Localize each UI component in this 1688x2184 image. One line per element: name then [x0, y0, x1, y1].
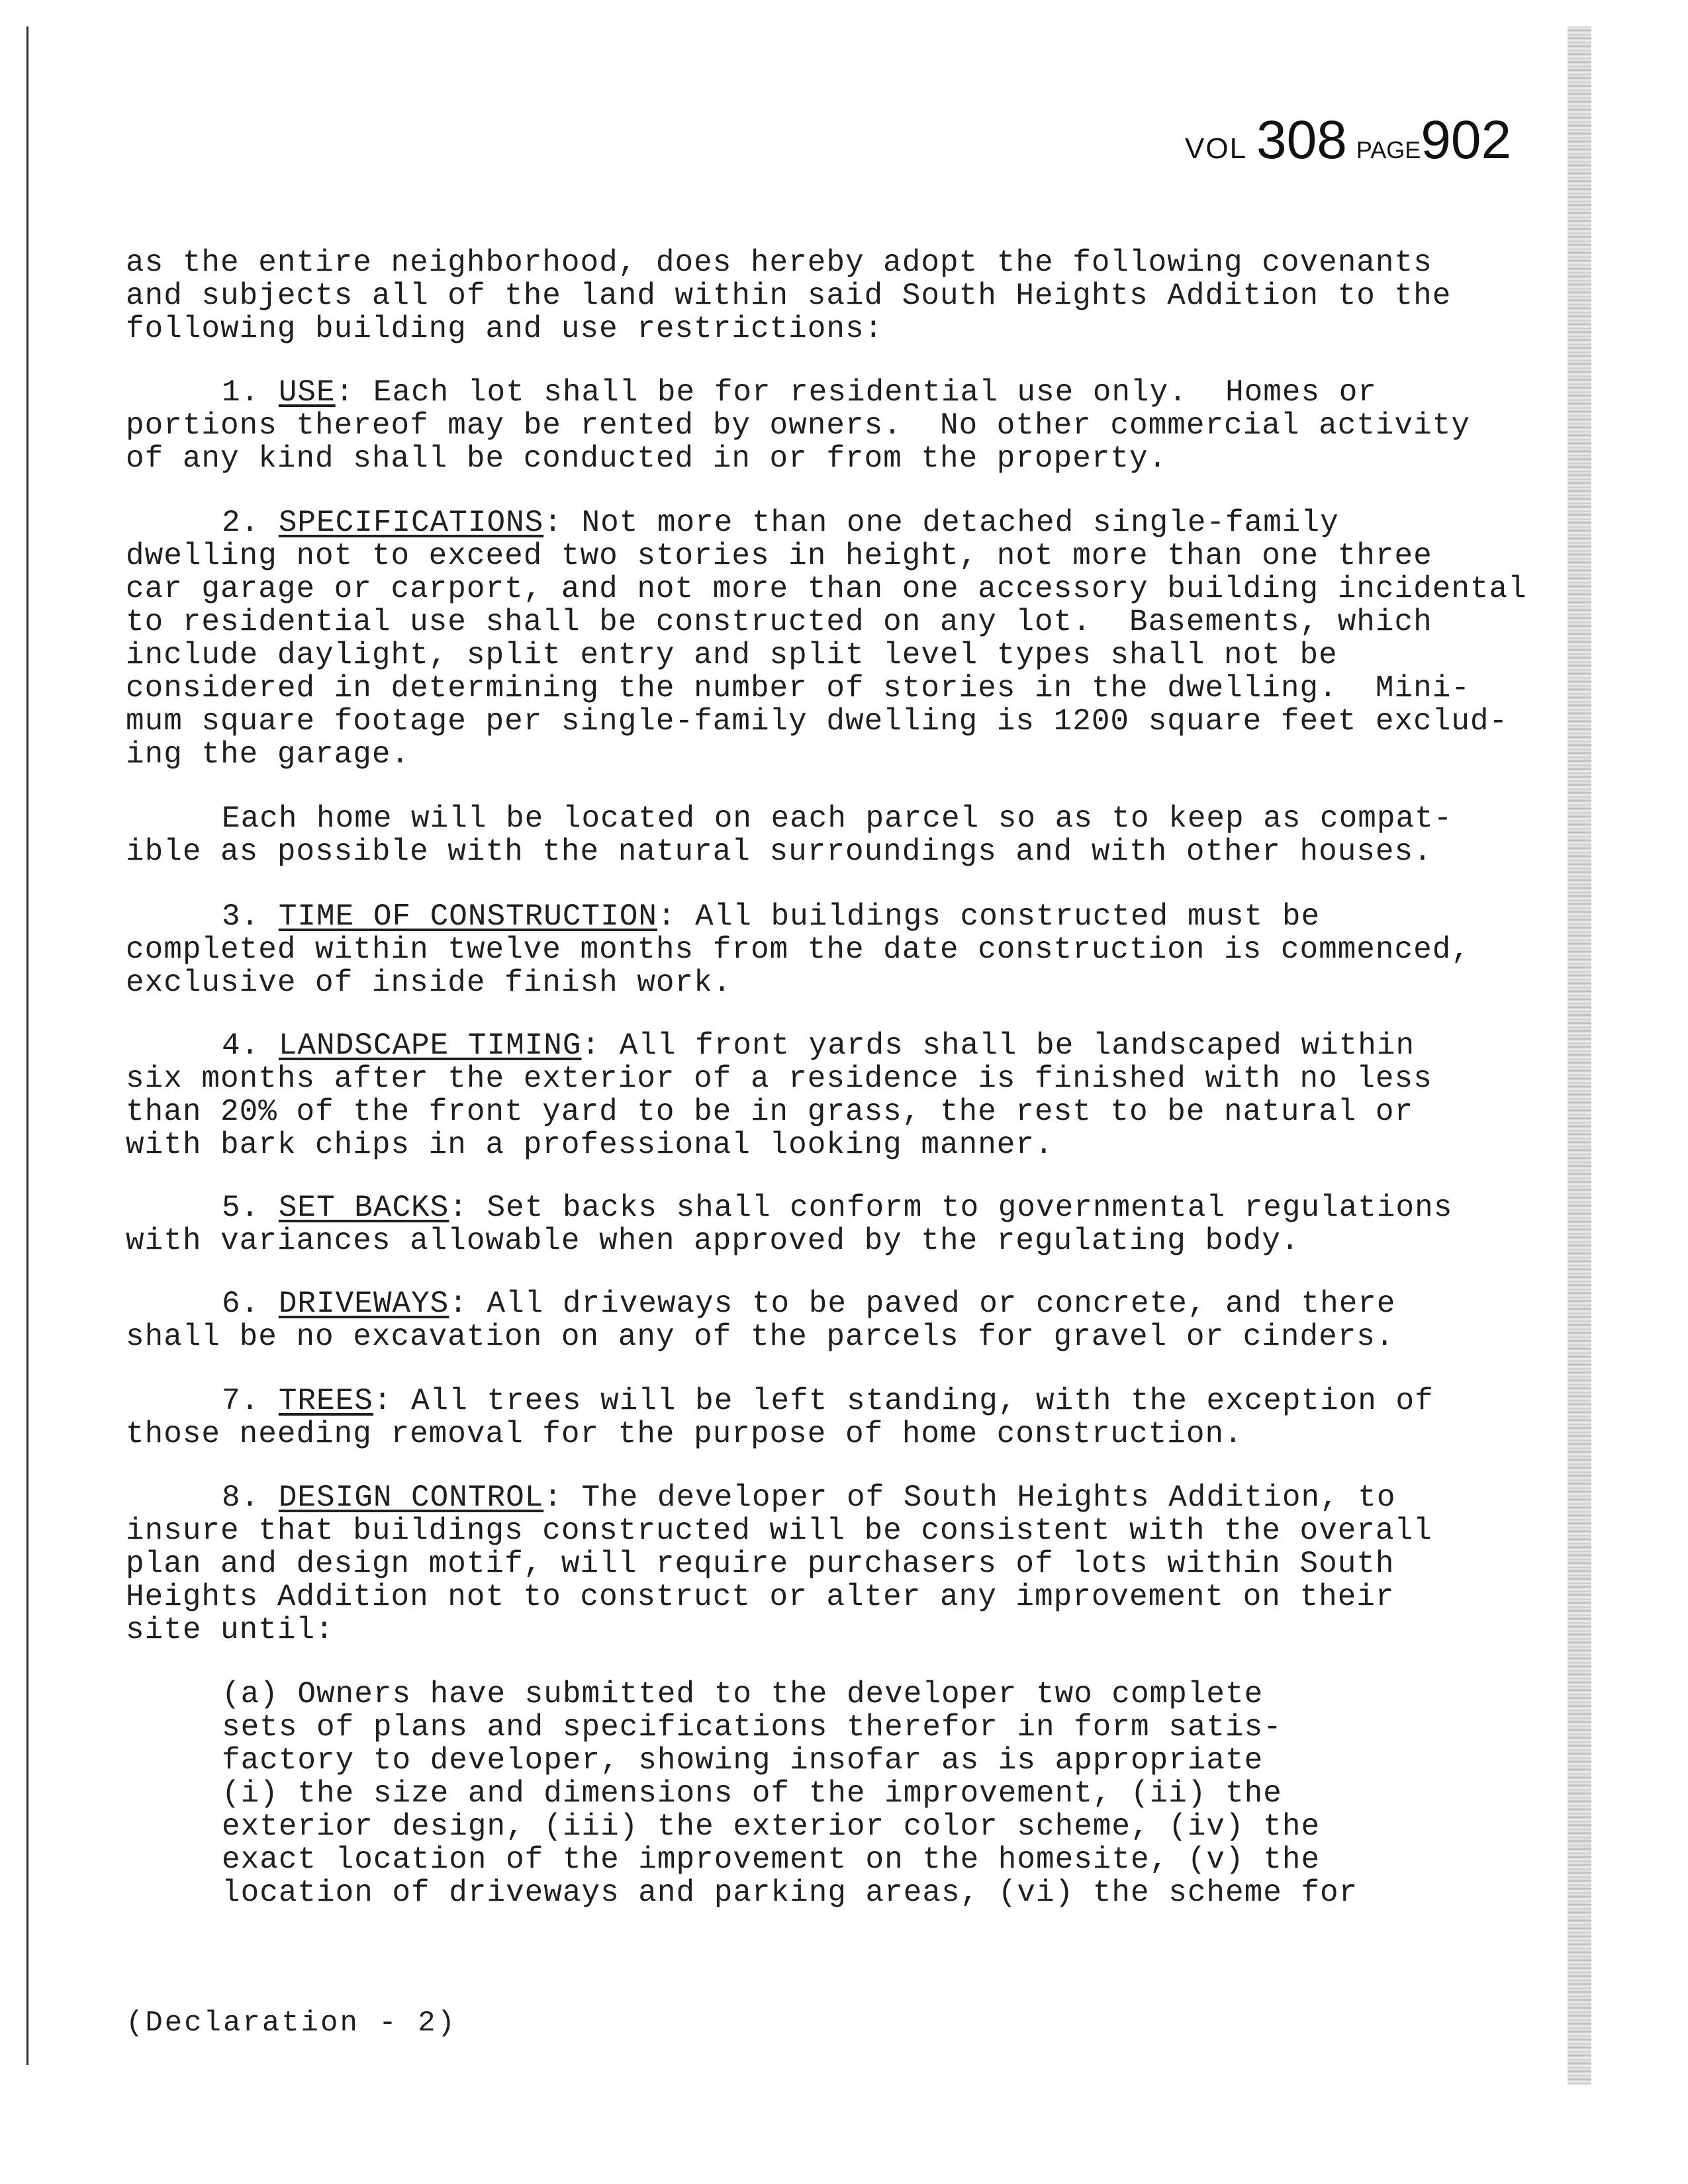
section-line: car garage or carport, and not more than one accessory building incidental [126, 572, 1527, 606]
section-line: than 20% of the front yard to be in grass, the rest to be natural or [126, 1095, 1414, 1129]
section-line: plan and design motif, will require purchasers of lots within South [126, 1547, 1395, 1581]
section-4-first-line: 4. LANDSCAPE TIMING: All front yards shall be landscaped within [222, 1028, 1415, 1063]
section-5-first-line: 5. SET BACKS: Set backs shall conform to governmental regulations [222, 1191, 1453, 1225]
section-line: dwelling not to exceed two stories in height, not more than one three [126, 539, 1432, 573]
section-2-first-line: 2. SPECIFICATIONS: Not more than one detached single-family [222, 506, 1339, 540]
section-3-first-line: 3. TIME OF CONSTRUCTION: All buildings constructed must be [222, 899, 1321, 934]
intro-line: and subjects all of the land within said South Heights Addition to the [126, 279, 1452, 313]
subparagraph-line: exterior design, (iii) the exterior color scheme, (iv) the [222, 1809, 1321, 1844]
section-line: include daylight, split entry and split level types shall not be [126, 638, 1338, 672]
subparagraph-line: (a) Owners have submitted to the developer two complete [222, 1677, 1264, 1711]
section-heading: SPECIFICATIONS [278, 506, 544, 540]
section-number: 4. [222, 1028, 260, 1063]
section-line: considered in determining the number of stories in the dwelling. Mini- [126, 671, 1470, 705]
volume-label: VOL [1185, 132, 1248, 165]
section-line: Heights Addition not to construct or alter any improvement on their [126, 1580, 1395, 1614]
section-heading: SET BACKS [278, 1191, 449, 1225]
section-line: exclusive of inside finish work. [126, 966, 732, 1000]
section-8-first-line: 8. DESIGN CONTROL: The developer of South Heights Addition, to [222, 1480, 1396, 1515]
page-number: 902 [1421, 110, 1512, 170]
page-footer: (Declaration - 2) [126, 2007, 457, 2040]
section-number: 6. [222, 1287, 260, 1321]
section-line: shall be no excavation on any of the parcels for gravel or cinders. [126, 1320, 1395, 1354]
page-label: PAGE [1356, 136, 1421, 163]
section-number: 8. [222, 1480, 260, 1515]
section-line: those needing removal for the purpose of home construction. [126, 1417, 1243, 1451]
section-line: completed within twelve months from the date construction is commenced, [126, 933, 1470, 967]
subparagraph-line: exact location of the improvement on the homesite, (v) the [222, 1843, 1321, 1877]
section-heading: USE [278, 375, 336, 410]
section-heading: TREES [278, 1384, 373, 1418]
section-heading: LANDSCAPE TIMING [278, 1028, 582, 1063]
section-heading: DESIGN CONTROL [278, 1480, 544, 1515]
section-line: Each home will be located on each parcel so as to keep as compat- [222, 801, 1453, 836]
section-line: insure that buildings constructed will be consistent with the overall [126, 1514, 1432, 1548]
section-number: 1. [222, 375, 260, 410]
subparagraph-line: sets of plans and specifications therefor in form satis- [222, 1710, 1282, 1745]
section-number: 7. [222, 1384, 260, 1418]
section-line: site until: [126, 1613, 334, 1647]
section-number: 2. [222, 506, 260, 540]
section-line: to residential use shall be constructed on any lot. Basements, which [126, 605, 1432, 639]
volume-number: 308 [1256, 110, 1347, 170]
section-heading: DRIVEWAYS [278, 1287, 449, 1321]
section-line: six months after the exterior of a residence is finished with no less [126, 1062, 1432, 1096]
section-number: 3. [222, 899, 260, 934]
section-line: with bark chips in a professional looking manner. [126, 1128, 1054, 1162]
subparagraph-line: (i) the size and dimensions of the improvement, (ii) the [222, 1776, 1282, 1811]
section-7-first-line: 7. TREES: All trees will be left standing, with the exception of [222, 1384, 1434, 1418]
scan-edge-strip [1568, 26, 1591, 2085]
volume-page-stamp [1185, 109, 1511, 171]
section-line: ing the garage. [126, 737, 410, 772]
subparagraph-line: location of driveways and parking areas, (vi) the scheme for [222, 1876, 1358, 1910]
section-heading: TIME OF CONSTRUCTION [278, 899, 657, 934]
section-number: 5. [222, 1191, 260, 1225]
intro-line: following building and use restrictions: [126, 312, 884, 346]
section-1-first-line: 1. USE: Each lot shall be for residential use only. Homes or [222, 375, 1377, 410]
subparagraph-line: factory to developer, showing insofar as is appropriate [222, 1743, 1264, 1778]
left-margin-rule [26, 26, 28, 2065]
section-line: with variances allowable when approved by the regulating body. [126, 1224, 1300, 1258]
intro-line: as the entire neighborhood, does hereby adopt the following covenants [126, 246, 1432, 280]
section-line: mum square footage per single-family dwelling is 1200 square feet exclud- [126, 704, 1509, 739]
section-6-first-line: 6. DRIVEWAYS: All driveways to be paved or concrete, and there [222, 1287, 1396, 1321]
section-line: ible as possible with the natural surroundings and with other houses. [126, 835, 1432, 869]
section-line: of any kind shall be conducted in or from the property. [126, 441, 1168, 476]
section-line: portions thereof may be rented by owners. No other commercial activity [126, 408, 1470, 443]
